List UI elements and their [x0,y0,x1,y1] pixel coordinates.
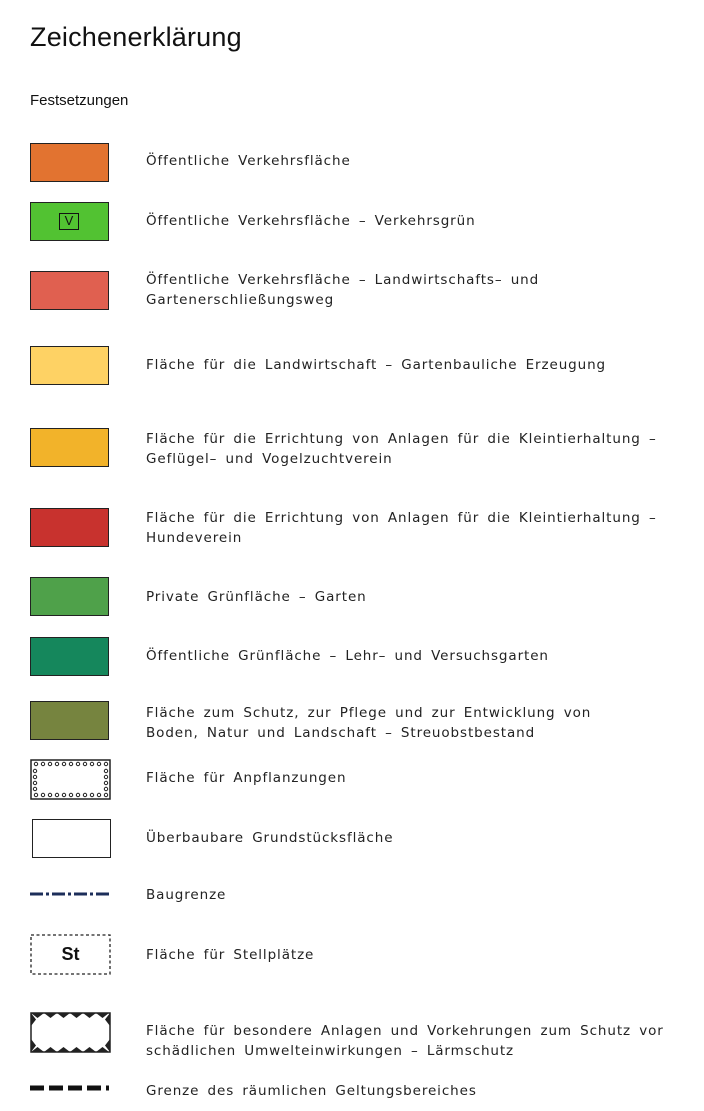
legend-label: Fläche für die Errichtung von Anlagen für die Kleintierhaltung – Hundeverein [146,510,657,546]
legend-label: Fläche für die Landwirtschaft – Gartenbauliche Erzeugung [146,357,607,373]
swatch-verkehrsflaeche [30,143,109,182]
legend-label: Öffentliche Verkehrsfläche – Verkehrsgrün [146,213,476,229]
swatch-private-gruenflaeche [30,577,109,616]
legend-label: Fläche für Anpflanzungen [146,770,347,786]
swatch-erschliessungsweg [30,271,109,310]
st-mark: St [61,944,80,964]
legend-label: Öffentliche Verkehrsfläche [146,153,351,169]
legend-label: Überbaubare Grundstücksfläche [146,830,394,846]
swatch-oeffentliche-gruenflaeche [30,637,109,676]
legend-label: Öffentliche Verkehrsfläche – Landwirtschafts– und Gartenerschließungsweg [146,272,540,308]
legend-title: Zeichenerklärung [30,22,242,52]
swatch-streuobstbestand [30,701,109,740]
legend-label: Private Grünfläche – Garten [146,589,367,605]
legend-label: Öffentliche Grünfläche – Lehr– und Versuchsgarten [146,648,549,664]
geltungsbereich-line [30,1084,112,1092]
baugrenze-line [30,890,112,898]
swatch-hundeverein [30,508,109,547]
swatch-gefluegelzucht [30,428,109,467]
ueberbaubare-flaeche-symbol [32,819,111,858]
anpflanzungen-symbol [30,759,112,801]
swatch-landwirtschaft [30,346,109,385]
section-heading: Festsetzungen [30,92,129,109]
legend-label: Baugrenze [146,887,227,903]
legend-label: Fläche für Stellplätze [146,947,315,963]
legend-label: Fläche für die Errichtung von Anlagen für die Kleintierhaltung – Geflügel– und Vogelzuchtverein [146,431,657,467]
legend-label: Grenze des räumlichen Geltungsbereiches [146,1083,477,1099]
laermschutz-symbol [30,1012,112,1054]
legend-label: Fläche zum Schutz, zur Pflege und zur Entwicklung von Boden, Natur und Landschaft – Streuobstbestand [146,705,592,741]
v-mark: V [59,213,79,230]
legend-label: Fläche für besondere Anlagen und Vorkehrungen zum Schutz vor schädlichen Umwelteinwirkungen – Lärmschutz [146,1023,664,1059]
swatch-verkehrsgruen [30,202,109,241]
